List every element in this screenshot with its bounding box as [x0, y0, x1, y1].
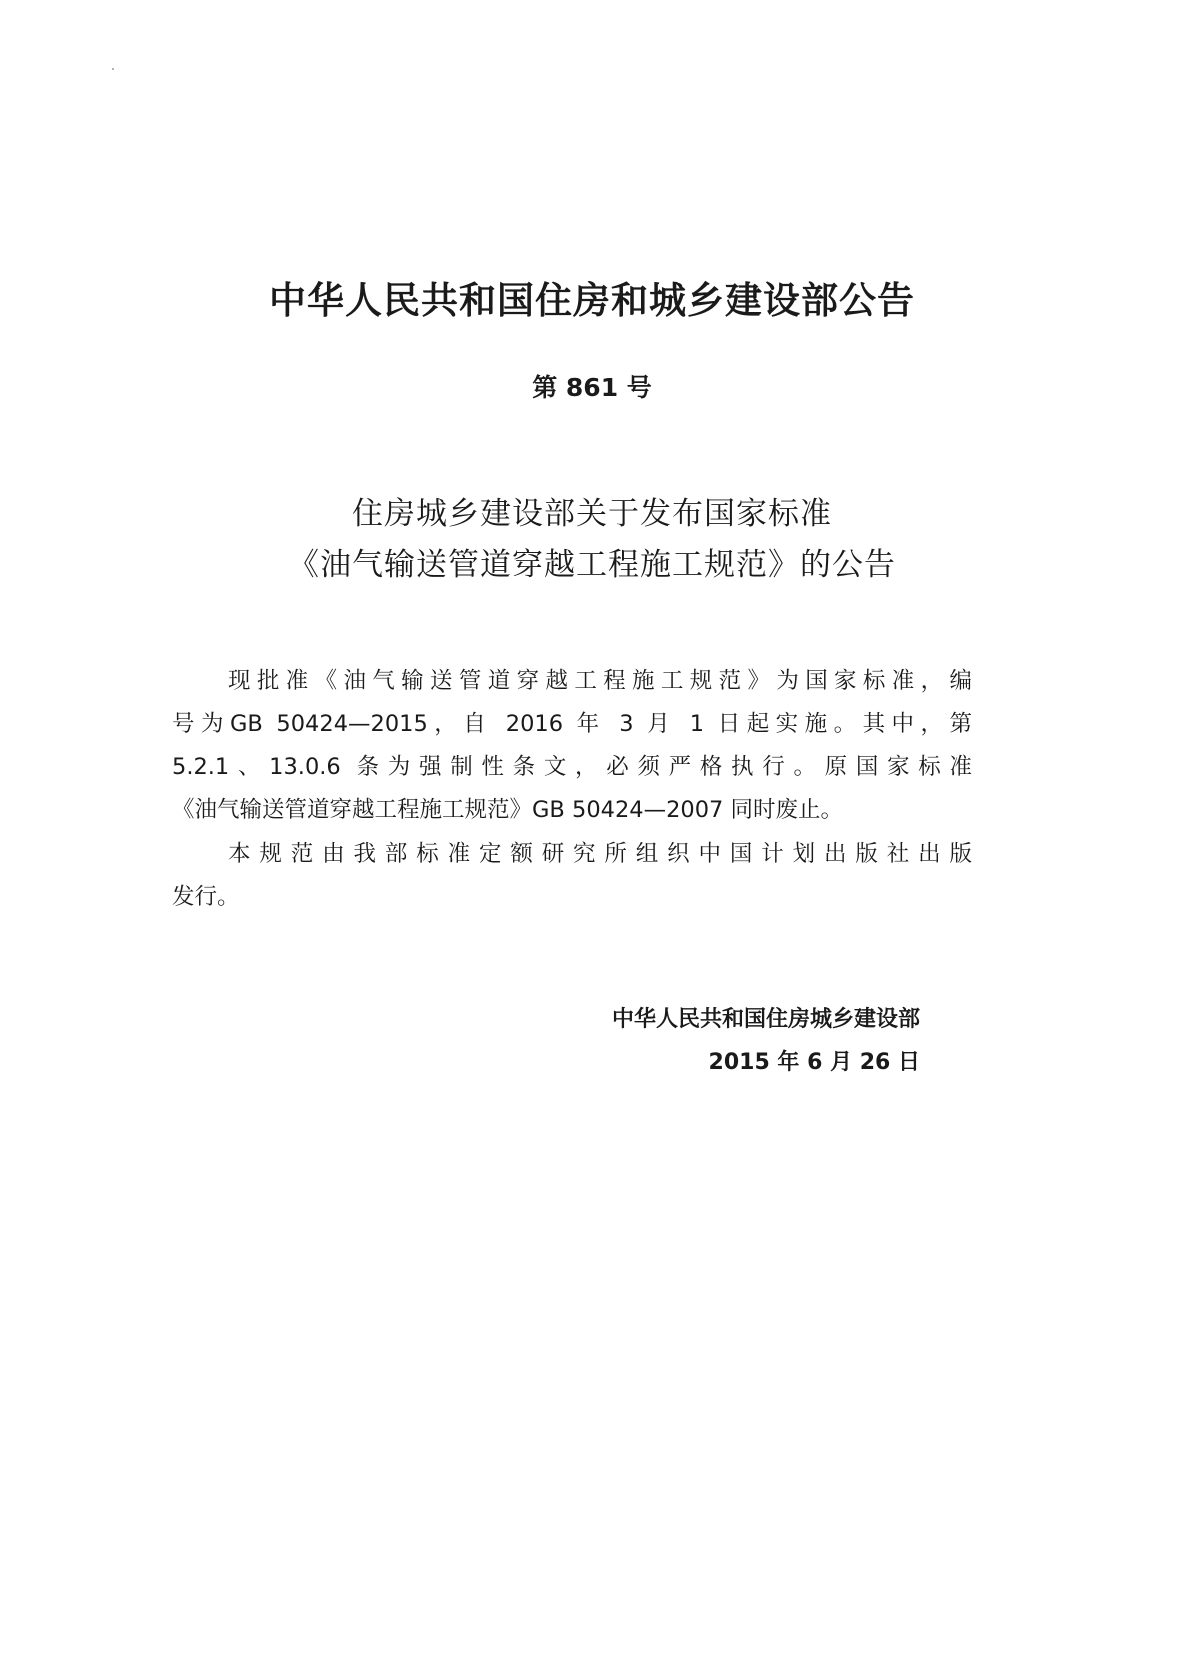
- issue-date: 2015 年 6 月 26 日: [708, 1050, 920, 1075]
- scan-speck: [112, 68, 114, 70]
- announcement-number: 第 861 号: [532, 373, 652, 402]
- announcement-subtitle-line2: 《油气输送管道穿越工程施工规范》的公告: [288, 547, 896, 583]
- body-line: 本规范由我部标准定额研究所组织中国计划出版社出版: [228, 841, 972, 867]
- body-line: 号为GB 50424—2015，自 2016 年 3 月 1 日起实施。其中，第: [172, 711, 972, 737]
- body-line: 现批准《油气输送管道穿越工程施工规范》为国家标准，编: [228, 668, 972, 694]
- issuer-signature: 中华人民共和国住房城乡建设部: [611, 1007, 920, 1032]
- announcement-subtitle-line1: 住房城乡建设部关于发布国家标准: [352, 496, 832, 532]
- body-line: 5.2.1、13.0.6 条为强制性条文，必须严格执行。原国家标准: [172, 754, 972, 780]
- body-line: 《油气输送管道穿越工程施工规范》GB 50424—2007 同时废止。: [172, 797, 844, 823]
- body-line: 发行。: [172, 884, 240, 910]
- announcement-title: 中华人民共和国住房和城乡建设部公告: [269, 279, 915, 322]
